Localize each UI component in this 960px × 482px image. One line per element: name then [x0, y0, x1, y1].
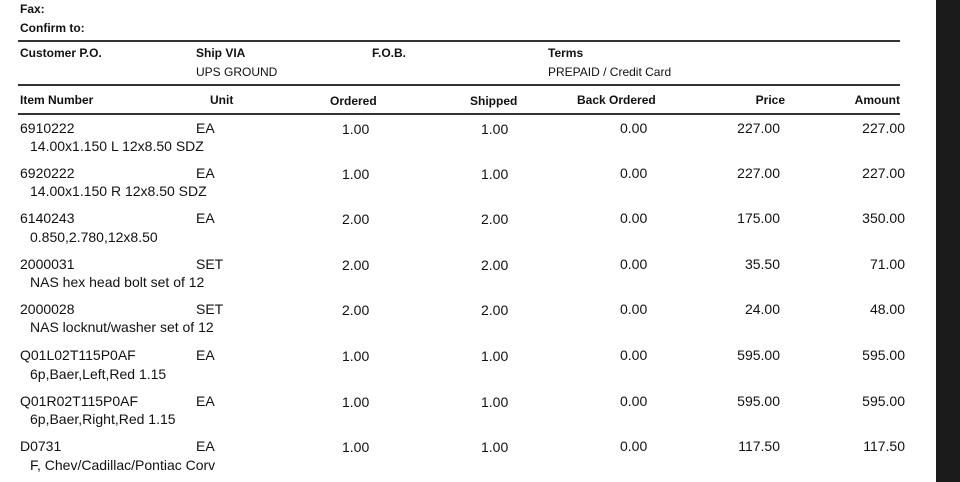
shipped-qty: 1.00	[481, 439, 509, 455]
item-number: 6920222	[20, 165, 75, 181]
back-ordered-qty: 0.00	[620, 393, 648, 409]
back-ordered-qty: 0.00	[620, 210, 648, 226]
unit: SET	[196, 256, 224, 272]
item-description: F, Chev/Cadillac/Pontiac Corv	[30, 457, 216, 473]
col-back-ordered: Back Ordered	[577, 93, 656, 107]
item-description: 6p,Baer,Right,Red 1.15	[30, 411, 176, 427]
item-number: 2000028	[20, 301, 75, 317]
ordered-qty: 2.00	[342, 211, 370, 227]
item-number: Q01L02T115P0AF	[20, 347, 136, 363]
item-description: 14.00x1.150 R 12x8.50 SDZ	[30, 183, 207, 199]
fob-label: F.O.B.	[372, 46, 407, 60]
ship-via-label: Ship VIA	[196, 46, 246, 60]
unit: EA	[196, 438, 215, 454]
shipped-qty: 1.00	[481, 394, 509, 410]
shipped-qty: 2.00	[481, 257, 509, 273]
ordered-qty: 1.00	[342, 439, 370, 455]
item-number: 6140243	[20, 210, 75, 226]
shipped-qty: 2.00	[481, 302, 509, 318]
unit: EA	[196, 210, 215, 226]
shipped-qty: 1.00	[481, 166, 509, 182]
price: 227.00	[737, 165, 780, 181]
item-number: Q01R02T115P0AF	[20, 393, 139, 409]
amount: 227.00	[862, 120, 905, 136]
amount: 595.00	[862, 347, 905, 363]
unit: EA	[196, 347, 215, 363]
price: 227.00	[737, 120, 780, 136]
col-ordered: Ordered	[330, 94, 377, 108]
unit: EA	[196, 165, 215, 181]
item-description: 14.00x1.150 L 12x8.50 SDZ	[30, 138, 204, 154]
col-amount: Amount	[854, 93, 900, 107]
price: 595.00	[737, 347, 780, 363]
ordered-qty: 1.00	[342, 348, 370, 364]
unit: EA	[196, 393, 215, 409]
back-ordered-qty: 0.00	[620, 347, 648, 363]
header-rule-top	[18, 40, 900, 42]
customer-po-label: Customer P.O.	[20, 46, 102, 60]
amount: 227.00	[862, 165, 905, 181]
ordered-qty: 1.00	[342, 121, 370, 137]
amount: 350.00	[862, 210, 905, 226]
fax-label: Fax:	[20, 2, 45, 16]
item-number: 6910222	[20, 120, 75, 136]
ordered-qty: 1.00	[342, 394, 370, 410]
price: 117.50	[738, 438, 780, 454]
back-ordered-qty: 0.00	[620, 438, 648, 454]
ordered-qty: 2.00	[342, 257, 370, 273]
unit: EA	[196, 120, 215, 136]
back-ordered-qty: 0.00	[620, 256, 648, 272]
header-rule-middle	[18, 84, 900, 86]
back-ordered-qty: 0.00	[620, 165, 648, 181]
item-number: D0731	[20, 438, 62, 454]
dark-right-edge	[936, 0, 960, 482]
confirm-to-label: Confirm to:	[20, 21, 85, 35]
item-description: NAS locknut/washer set of 12	[30, 319, 214, 335]
col-shipped: Shipped	[470, 94, 518, 108]
item-description: NAS hex head bolt set of 12	[30, 274, 205, 290]
price: 595.00	[737, 393, 780, 409]
ordered-qty: 1.00	[342, 166, 370, 182]
col-item-number: Item Number	[20, 93, 94, 107]
item-number: 2000031	[20, 256, 75, 272]
unit: SET	[196, 301, 224, 317]
amount: 117.50	[863, 438, 905, 454]
ship-via-value: UPS GROUND	[196, 65, 278, 79]
price: 35.50	[744, 256, 780, 272]
shipped-qty: 1.00	[481, 348, 509, 364]
terms-label: Terms	[548, 46, 584, 60]
item-description: 0.850,2.780,12x8.50	[30, 229, 158, 245]
col-unit: Unit	[210, 93, 234, 107]
col-price: Price	[755, 93, 785, 107]
shipped-qty: 1.00	[481, 121, 509, 137]
ordered-qty: 2.00	[342, 302, 370, 318]
amount: 71.00	[869, 256, 905, 272]
back-ordered-qty: 0.00	[620, 301, 648, 317]
amount: 48.00	[869, 301, 905, 317]
shipped-qty: 2.00	[481, 211, 509, 227]
column-header-rule	[18, 113, 900, 115]
item-description: 6p,Baer,Left,Red 1.15	[30, 366, 167, 382]
price: 24.00	[744, 301, 780, 317]
amount: 595.00	[862, 393, 905, 409]
back-ordered-qty: 0.00	[620, 120, 648, 136]
terms-value: PREPAID / Credit Card	[548, 65, 672, 79]
price: 175.00	[737, 210, 780, 226]
